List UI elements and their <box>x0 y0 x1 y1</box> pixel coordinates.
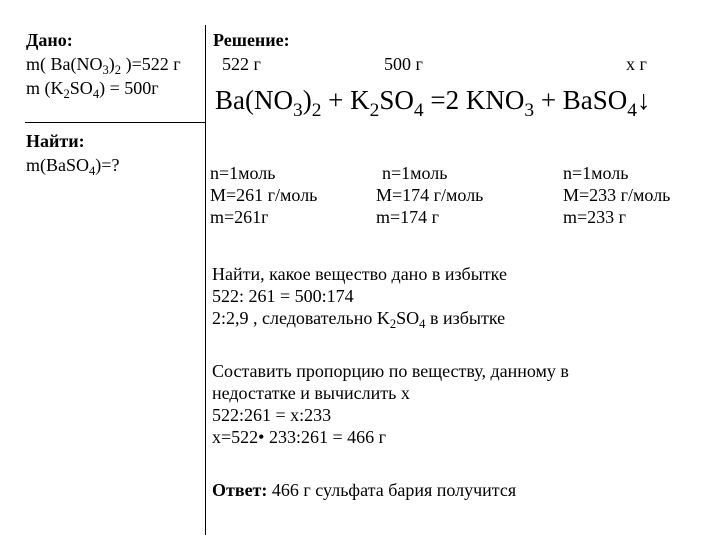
excess-line-2: 522: 261 = 500:174 <box>212 286 354 306</box>
mass-ba-no3: m=261г <box>210 207 269 227</box>
amount-k2so4: n=1моль <box>382 163 448 183</box>
mass-above-baso4: х г <box>626 54 647 74</box>
proportion-line-3: 522:261 = х:233 <box>212 405 332 425</box>
find-heading: Найти: <box>26 131 85 151</box>
column-ba-no3 <box>210 162 317 228</box>
molar-mass-ba-no3: M=261 г/моль <box>210 185 318 205</box>
column-k2so4 <box>376 162 483 228</box>
given-heading: Дано: <box>26 30 73 50</box>
excess-line-1: Найти, какое вещество дано в избытке <box>212 264 507 284</box>
proportion-line-2: недостатке и вычислить х <box>212 383 410 403</box>
mass-above-ba-no3: 522 г <box>222 54 261 74</box>
answer-label: Ответ: <box>212 480 268 500</box>
mass-above-k2so4: 500 г <box>384 54 423 74</box>
answer-line <box>212 479 516 501</box>
column-baso4 <box>563 162 670 228</box>
given-line-ba-no3: m( $Ba(NO_3)_2$ )=522 г <box>26 54 181 77</box>
reaction-equation: $Ba(NO_3)_2 + K_2SO_4 =2$ $KNO_3$ + BaSO$_4$↓ <box>215 85 651 121</box>
amount-ba-no3: n=1моль <box>210 163 276 183</box>
mass-k2so4: m=174 г <box>376 207 440 227</box>
find-line: m(BaSO$_4$)=? <box>26 155 120 178</box>
mass-baso4: m=233 г <box>563 207 627 227</box>
molar-mass-baso4: M=233 г/моль <box>563 185 671 205</box>
answer-text: 466 г сульфата бария получится <box>267 480 517 500</box>
amount-baso4: n=1моль <box>563 163 629 183</box>
molar-mass-k2so4: M=174 г/моль <box>376 185 484 205</box>
proportion-line-1: Составить пропорцию по веществу, данному в <box>212 361 569 381</box>
given-line-k2so4: m $(K_2SO_4) = 500г$ <box>26 78 159 101</box>
solution-heading: Решение: <box>213 30 290 50</box>
horizontal-divider <box>25 122 205 123</box>
vertical-divider <box>205 25 206 535</box>
excess-line-3: 2:2,9 , следовательно $K_2SO_4$ в избытке <box>212 308 506 331</box>
proportion-line-4: х=522• 233:261 = 466 г <box>212 427 386 447</box>
excess-block <box>212 263 507 329</box>
proportion-block <box>212 360 569 448</box>
